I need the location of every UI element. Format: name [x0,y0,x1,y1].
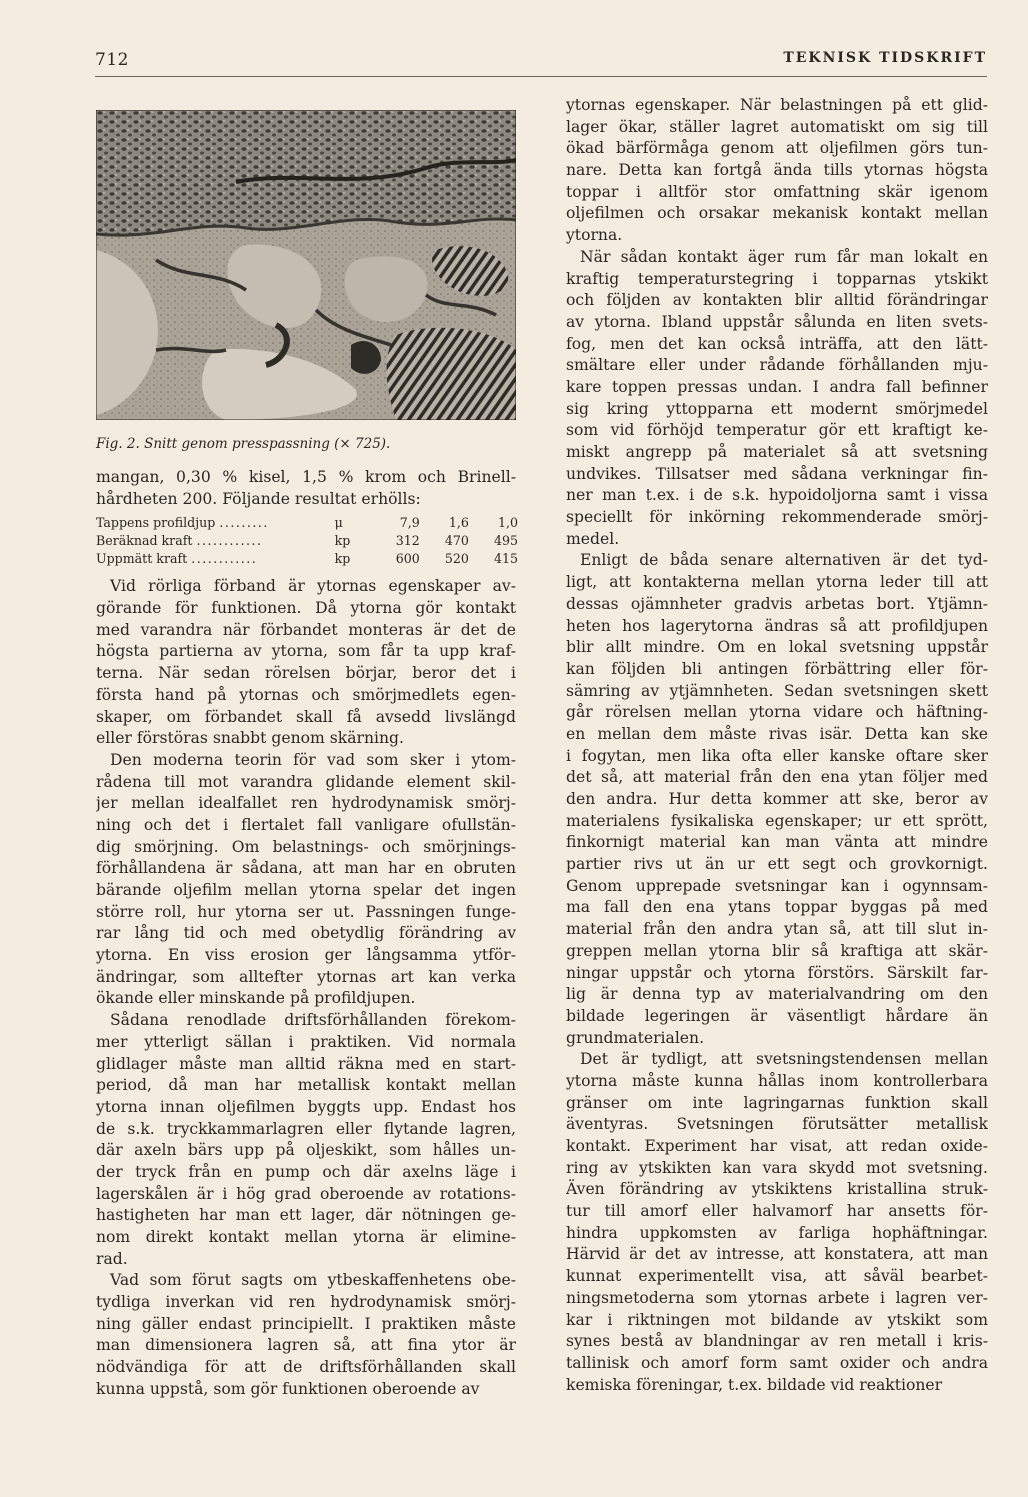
results-table [96,514,518,568]
text-line: mer ytterligt sällan i praktiken. Vid normala [96,1032,516,1051]
micrograph-image [96,110,516,420]
text-line: skaper, om förbandet skall få avsedd livslängd [96,707,516,726]
text-line: ytorna innan oljefilmen byggts upp. Endast hos [96,1097,516,1116]
text-line: det så, att material från den ena ytan följer med [566,768,988,787]
text-line: med varandra när förbandet monteras är det de [96,620,516,639]
text-line: en mellan dem måste rivas isär. Detta kan ske [566,724,988,743]
text-line: Vad som förut sagts om ytbeskaffenhetens obe- [110,1271,516,1290]
paragraph [566,247,988,551]
text-line: ytornas egenskaper. När belastningen på ett glid- [566,96,988,114]
text-line: undvikes. Tillsatser med sådana verkningar fin- [566,464,988,483]
table-cell: 495 [493,533,518,549]
text-line: partier rivs ut än ur ett segt och grovkornigt. [566,855,988,874]
text-line: Den moderna teorin för vad som sker i ytom- [110,750,516,769]
text-line: ring av ytskikten kan vara skydd mot svetsning. [566,1158,988,1177]
text-line: äventyras. Svetsningen förutsätter metallisk [566,1115,988,1134]
text-line: När sådan kontakt äger rum får man lokalt en [580,247,988,266]
text-line: rar lång tid och med obetydlig förändring av [96,924,516,943]
text-line: Genom upprepade svetsningar kan i ogynnsam- [566,876,988,895]
paragraph [566,95,988,247]
paragraph [96,1270,516,1400]
text-line: tydliga inverkan vid ren hydrodynamisk smörj- [96,1293,516,1312]
text-line: Härvid är det av intresse, att konstatera, att man [566,1245,988,1264]
text-line: hårdheten 200. Följande resultat erhölls: [96,489,421,508]
text-line: högsta partierna av ytorna, som får ta upp kraf- [96,642,516,661]
text-line: miskt angrepp på materialet så att svetsning [566,443,988,461]
paragraph [96,576,516,750]
table-row: Uppmätt kraft ............ kp 600 520 415 [96,551,518,567]
figure-caption: Fig. 2. Snitt genom presspassning (× 725). [96,436,391,452]
text-line: greppen mellan ytorna blir så kraftiga att skär- [566,941,988,960]
text-line: period, då man har metallisk kontakt mellan [96,1076,516,1095]
micrograph-figure [96,110,516,420]
row-unit: kp [334,533,351,549]
text-line: kontakt. Experiment har visat, att redan oxide- [566,1137,988,1155]
text-line: kare toppen pressas undan. I andra fall befinner [566,377,988,396]
row-unit: kp [334,551,351,567]
right-body-text [566,95,988,1396]
text-line: jer mellan idealfallet ren hydrodynamisk smörj- [96,794,516,813]
text-line: man dimensionera lagren så, att fina ytor är [96,1336,516,1355]
text-line: ning och det i flertalet fall vanligare ofullstän- [96,815,516,834]
text-line: i fogytan, men lika ofta eller kanske oftare sker [566,746,988,765]
text-line: medel. [566,529,620,548]
text-line: kunnat experimentellt visa, att såväl bearbet- [566,1267,988,1286]
text-line: sämring av ytjämnheten. Sedan svetsningen skett [566,681,988,700]
text-line: kan följden bli antingen förbättring eller för- [566,659,988,678]
text-line: grundmaterialen. [566,1028,705,1047]
paragraph [96,1010,516,1270]
text-line: som vid förhöjd temperatur gör ett kraftigt ke- [566,421,988,440]
row-label: Uppmätt kraft [96,551,188,567]
table-cell: 1,6 [448,515,469,531]
text-line: förhållandena är sådana, att man har en obruten [96,859,516,878]
text-line: Sådana renodlade driftsförhållanden förekom- [110,1011,516,1030]
text-line: heten hos lagerytorna ändras så att profildjupen [566,616,988,635]
text-line: oljefilmen och orsakar mekanisk kontakt mellan [566,204,988,223]
text-line: större roll, hur ytorna ser ut. Passningen funge- [96,902,516,921]
text-line: blir allt mindre. Om en lokal svetsning uppstår [566,638,988,657]
text-line: och följden av kontakten blir alltid förändringar [566,291,988,310]
text-line: materialens fysikaliska egenskaper; ur ett sprött, [566,811,988,830]
text-line: de s.k. tryckkammarlagren eller flytande lagren, [96,1119,516,1138]
text-line: lager ökar, ställer lagret automatiskt om sig till [566,117,988,136]
table-row: Tappens profildjup ......... μ 7,9 1,6 1,0 [96,515,518,531]
journal-title: TEKNISK TIDSKRIFT [783,50,987,66]
page-number: 712 [95,50,129,70]
text-line: hastigheten har man ett lager, där nötningen ge- [96,1206,516,1225]
text-line: ma fall den ena ytans toppar byggas på med [566,898,988,917]
text-line: ökad bärförmåga genom att oljefilmen görs tun- [566,139,988,158]
text-line: rad. [96,1249,128,1268]
text-line: lig är denna typ av materialvandring om den [566,985,988,1004]
text-line: kar i riktningen mot bildande av ytskikt som [566,1310,988,1329]
text-line: bildade legeringen är väsentligt hårdare än [566,1006,988,1025]
text-line: tallinisk och amorf form samt oxider och andra [566,1353,988,1372]
text-line: bärande oljefilm mellan ytorna spelar det ingen [96,881,516,899]
text-line: görande för funktionen. Då ytorna gör kontakt [96,599,516,618]
text-line: gränser om inte lagringarnas funktion skall [566,1093,988,1112]
text-line: ytorna. En viss erosion ger långsamma ytför- [96,946,516,965]
text-line: ytorna måste kunna hållas inom kontrollerbara [566,1071,988,1090]
text-line: första hand på ytornas och smörjmedlets egen- [96,685,516,704]
text-line: av ytorna. Ibland uppstår sålunda en liten svets- [566,312,988,331]
text-line: kraftig temperaturstegring i topparnas ytskikt [566,269,988,288]
text-line: nare. Detta kan fortgå ända tills ytornas högsta [566,161,988,180]
text-line: toppar i alltför stor omfattning skär igenom [566,182,988,201]
text-line: synes bestå av blandningar av ren metall i kris- [566,1332,988,1351]
text-line: rådena till mot varandra glidande element skil- [96,772,516,791]
text-line: där axeln bärs upp på oljeskikt, som hålles un- [96,1141,516,1160]
text-line: ningar uppstår och ytorna förstörs. Särskilt far- [566,963,988,982]
text-line: speciellt för inkörning rekommenderade smörj- [566,508,988,527]
text-line: smältare eller under rådande förhållanden mju- [566,356,988,375]
paragraph [566,1049,988,1396]
text-line: hindra uppkomsten av farliga hophäftningar. [566,1223,988,1242]
text-line: sig kring yttopparna ett modernt smörjmedel [566,399,988,418]
right-column [566,95,988,1396]
table-cell: 415 [493,551,518,567]
text-line: ligt, att kontakterna mellan ytorna leder till att [566,573,988,592]
text-line: Enligt de båda senare alternativen är det tyd- [580,551,988,570]
text-line: ökande eller minskande på profildjupen. [96,989,416,1008]
table-row: Beräknad kraft ............ kp 312 470 495 [96,533,518,549]
text-line: terna. När sedan rörelsen börjar, beror det i [96,664,516,683]
page-header [95,48,987,77]
text-line: der tryck från en pump och där axelns läge i [96,1162,516,1181]
text-line: kunna uppstå, som gör funktionen oberoende av [96,1379,480,1398]
text-line: nom direkt kontakt mellan ytorna är elimine- [96,1228,516,1246]
text-line: kemiska föreningar, t.ex. bildade vid reaktioner [566,1375,943,1394]
paragraph [96,750,516,1010]
text-line: dig smörjning. Om belastnings- och smörjnings- [96,837,516,856]
text-line: material från den andra ytan så, att till slut in- [566,920,988,939]
text-line: ningsmetoderna som ytornas arbete i lagren ver- [566,1288,988,1307]
text-line: lagerskålen är i hög grad oberoende av rotations- [96,1184,516,1203]
text-line: glidlager måste man alltid räkna med en start- [96,1054,516,1073]
text-line: eller förstöras snabbt genom skärning. [96,729,404,748]
text-line: Det är tydligt, att svetsningstendensen mellan [580,1050,988,1069]
text-line: tur till amorf eller halvamorf har ansetts för- [566,1202,988,1221]
text-line: Vid rörliga förband är ytornas egenskaper av- [110,577,516,596]
text-line: nödvändiga för att de driftsförhållanden skall [96,1358,516,1377]
text-line: finkornigt material kan man vänta att mindre [566,833,988,852]
text-line: ning gäller endast principiellt. I praktiken måste [96,1314,516,1333]
row-unit: μ [334,515,343,531]
row-label: Beräknad kraft [96,533,193,549]
text-line: fog, men det kan också inträffa, att den lätt- [566,334,988,353]
text-line: ytorna. [566,226,623,245]
table-cell: 1,0 [497,515,518,531]
table-cell: 520 [444,551,469,567]
table-cell: 312 [395,533,420,549]
table-cell: 600 [395,551,420,567]
text-line: går rörelsen mellan ytorna vidare och häftning- [566,703,988,722]
text-line: Även förändring av ytskiktens kristallina struk- [566,1180,988,1199]
text-line: mangan, 0,30 % kisel, 1,5 % krom och Brinell- [96,468,516,486]
text-line: ner man t.ex. i de s.k. hypoidoljorna samt i vissa [566,486,988,505]
left-body-text [96,576,516,1400]
paragraph [566,550,988,1049]
table-cell: 7,9 [399,515,420,531]
text-line: ändringar, som alltefter ytornas art kan verka [96,967,516,986]
text-line: dessas ojämnheter gradvis arbetas bort. Ytjämn- [566,594,988,613]
table-cell: 470 [444,533,469,549]
text-line: den andra. Hur detta kommer att ske, beror av [566,790,988,808]
left-column [96,467,516,1401]
row-label: Tappens profildjup [96,515,216,531]
